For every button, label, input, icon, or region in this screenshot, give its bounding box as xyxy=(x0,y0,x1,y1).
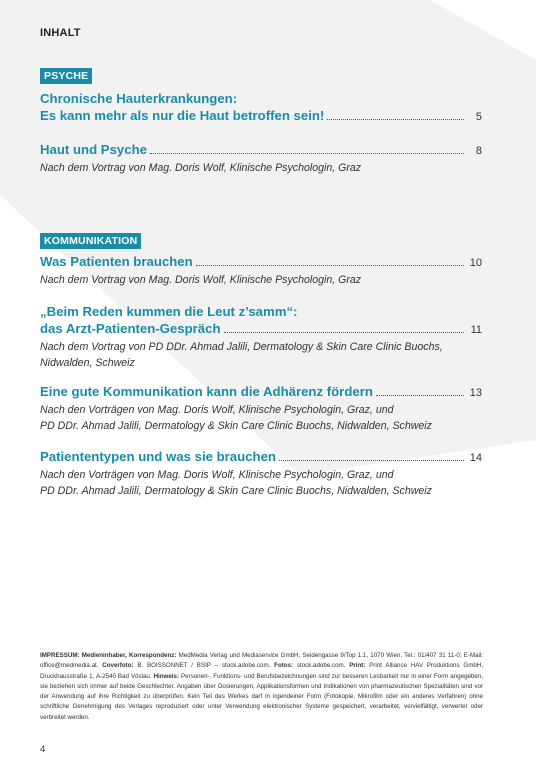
toc-entry[interactable] xyxy=(40,253,482,288)
toc-entry[interactable] xyxy=(40,448,482,499)
toc-entry[interactable] xyxy=(40,303,482,371)
toc-entry-author: PD DDr. Ahmad Jalili, Dermatology & Skin Care Clinic Buochs, Nidwalden, Schweiz xyxy=(40,485,432,497)
page-number: 4 xyxy=(40,744,46,755)
toc-entry-title: „Beim Reden kummen die Leut z’samm“: xyxy=(40,304,298,319)
section-badge-psyche: PSYCHE xyxy=(40,68,92,84)
toc-entry-title: Eine gute Kommunikation kann die Adhärenz fördern xyxy=(40,384,373,399)
dot-leader xyxy=(224,331,464,333)
dot-leader xyxy=(196,264,464,266)
toc-entry-author: Nach den Vorträgen von Mag. Doris Wolf, Klinische Psychologin, Graz, und xyxy=(40,469,394,481)
impressum: IMPRESSUM: Medieninhaber, Korrespondenz: MedMedia Verlag und Mediaservice GmbH, Seidengasse 9/Top 1.1, 1070 Wien, Tel.: 01/407 31 11-0; E-Mail: office@medmedia.at. Coverfoto: B. BOISSONNET / BSIP – stock.adobe.com. Fotos: stock.adobe.com. Print: Print Alliance HAV Produktions GmbH, Druckhausstraße 1, A-2540 Bad Vöslau. Hinweis: Personen-, Funktions- und Berufsbezeichnungen sind zur besseren Lesbarkeit nur in einer Form angegeben, sie beziehen sich immer auf beide Geschlechter. Angaben über Dosierungen, Applikationsformen und Indikationen von pharmazeutischen Spezialitäten sind vor der Anwendung auf ihre Richtigkeit zu überprüfen. Kein Teil des Werkes darf in irgendeiner Form (Fotokopie, Mikrofilm oder ein anderes Verfahren) ohne schriftliche Genehmigung des Verlages reproduziert oder unter Verwendung elektronischer Systeme gespeichert, verarbeitet, vervielfältigt, verwertet oder verbreitet werden. xyxy=(40,652,484,721)
toc-entry[interactable] xyxy=(40,90,482,126)
toc-page-number: 5 xyxy=(475,111,482,123)
toc-entry-title: Chronische Hauterkrankungen: xyxy=(40,91,238,106)
page-title: INHALT xyxy=(40,27,81,39)
toc-entry[interactable] xyxy=(40,383,482,434)
dot-leader xyxy=(376,394,464,396)
toc-entry-author: Nach den Vorträgen von Mag. Doris Wolf, Klinische Psychologin, Graz, und xyxy=(40,404,394,416)
toc-entry-author: Nach dem Vortrag von Mag. Doris Wolf, Klinische Psychologin, Graz xyxy=(40,162,362,174)
dot-leader xyxy=(279,459,464,461)
toc-entry-title: Patiententypen und was sie brauchen xyxy=(40,449,276,464)
toc-entry-title: Es kann mehr als nur die Haut betroffen sein! xyxy=(40,108,325,123)
toc-page-number: 14 xyxy=(469,452,482,464)
toc-entry-title: das Arzt-Patienten-Gespräch xyxy=(40,321,221,336)
toc-entry-title: Was Patienten brauchen xyxy=(40,254,193,269)
toc-page-number: 13 xyxy=(469,387,482,399)
toc-page-number: 11 xyxy=(470,324,482,336)
toc-entry-author: PD DDr. Ahmad Jalili, Dermatology & Skin Care Clinic Buochs, Nidwalden, Schweiz xyxy=(40,420,432,432)
toc-entry[interactable] xyxy=(40,141,482,176)
toc-entry-author: Nach dem Vortrag von PD DDr. Ahmad Jalili, Dermatology & Skin Care Clinic Buochs, xyxy=(40,341,443,353)
dot-leader xyxy=(327,118,464,120)
toc-entry-author: Nach dem Vortrag von Mag. Doris Wolf, Klinische Psychologin, Graz xyxy=(40,274,362,286)
section-badge-kommunikation: KOMMUNIKATION xyxy=(40,233,141,249)
toc-entry-title: Haut und Psyche xyxy=(40,142,147,157)
toc-page-number: 10 xyxy=(469,257,482,269)
dot-leader xyxy=(150,152,464,154)
toc-page-number: 8 xyxy=(475,145,482,157)
toc-entry-author: Nidwalden, Schweiz xyxy=(40,357,135,369)
